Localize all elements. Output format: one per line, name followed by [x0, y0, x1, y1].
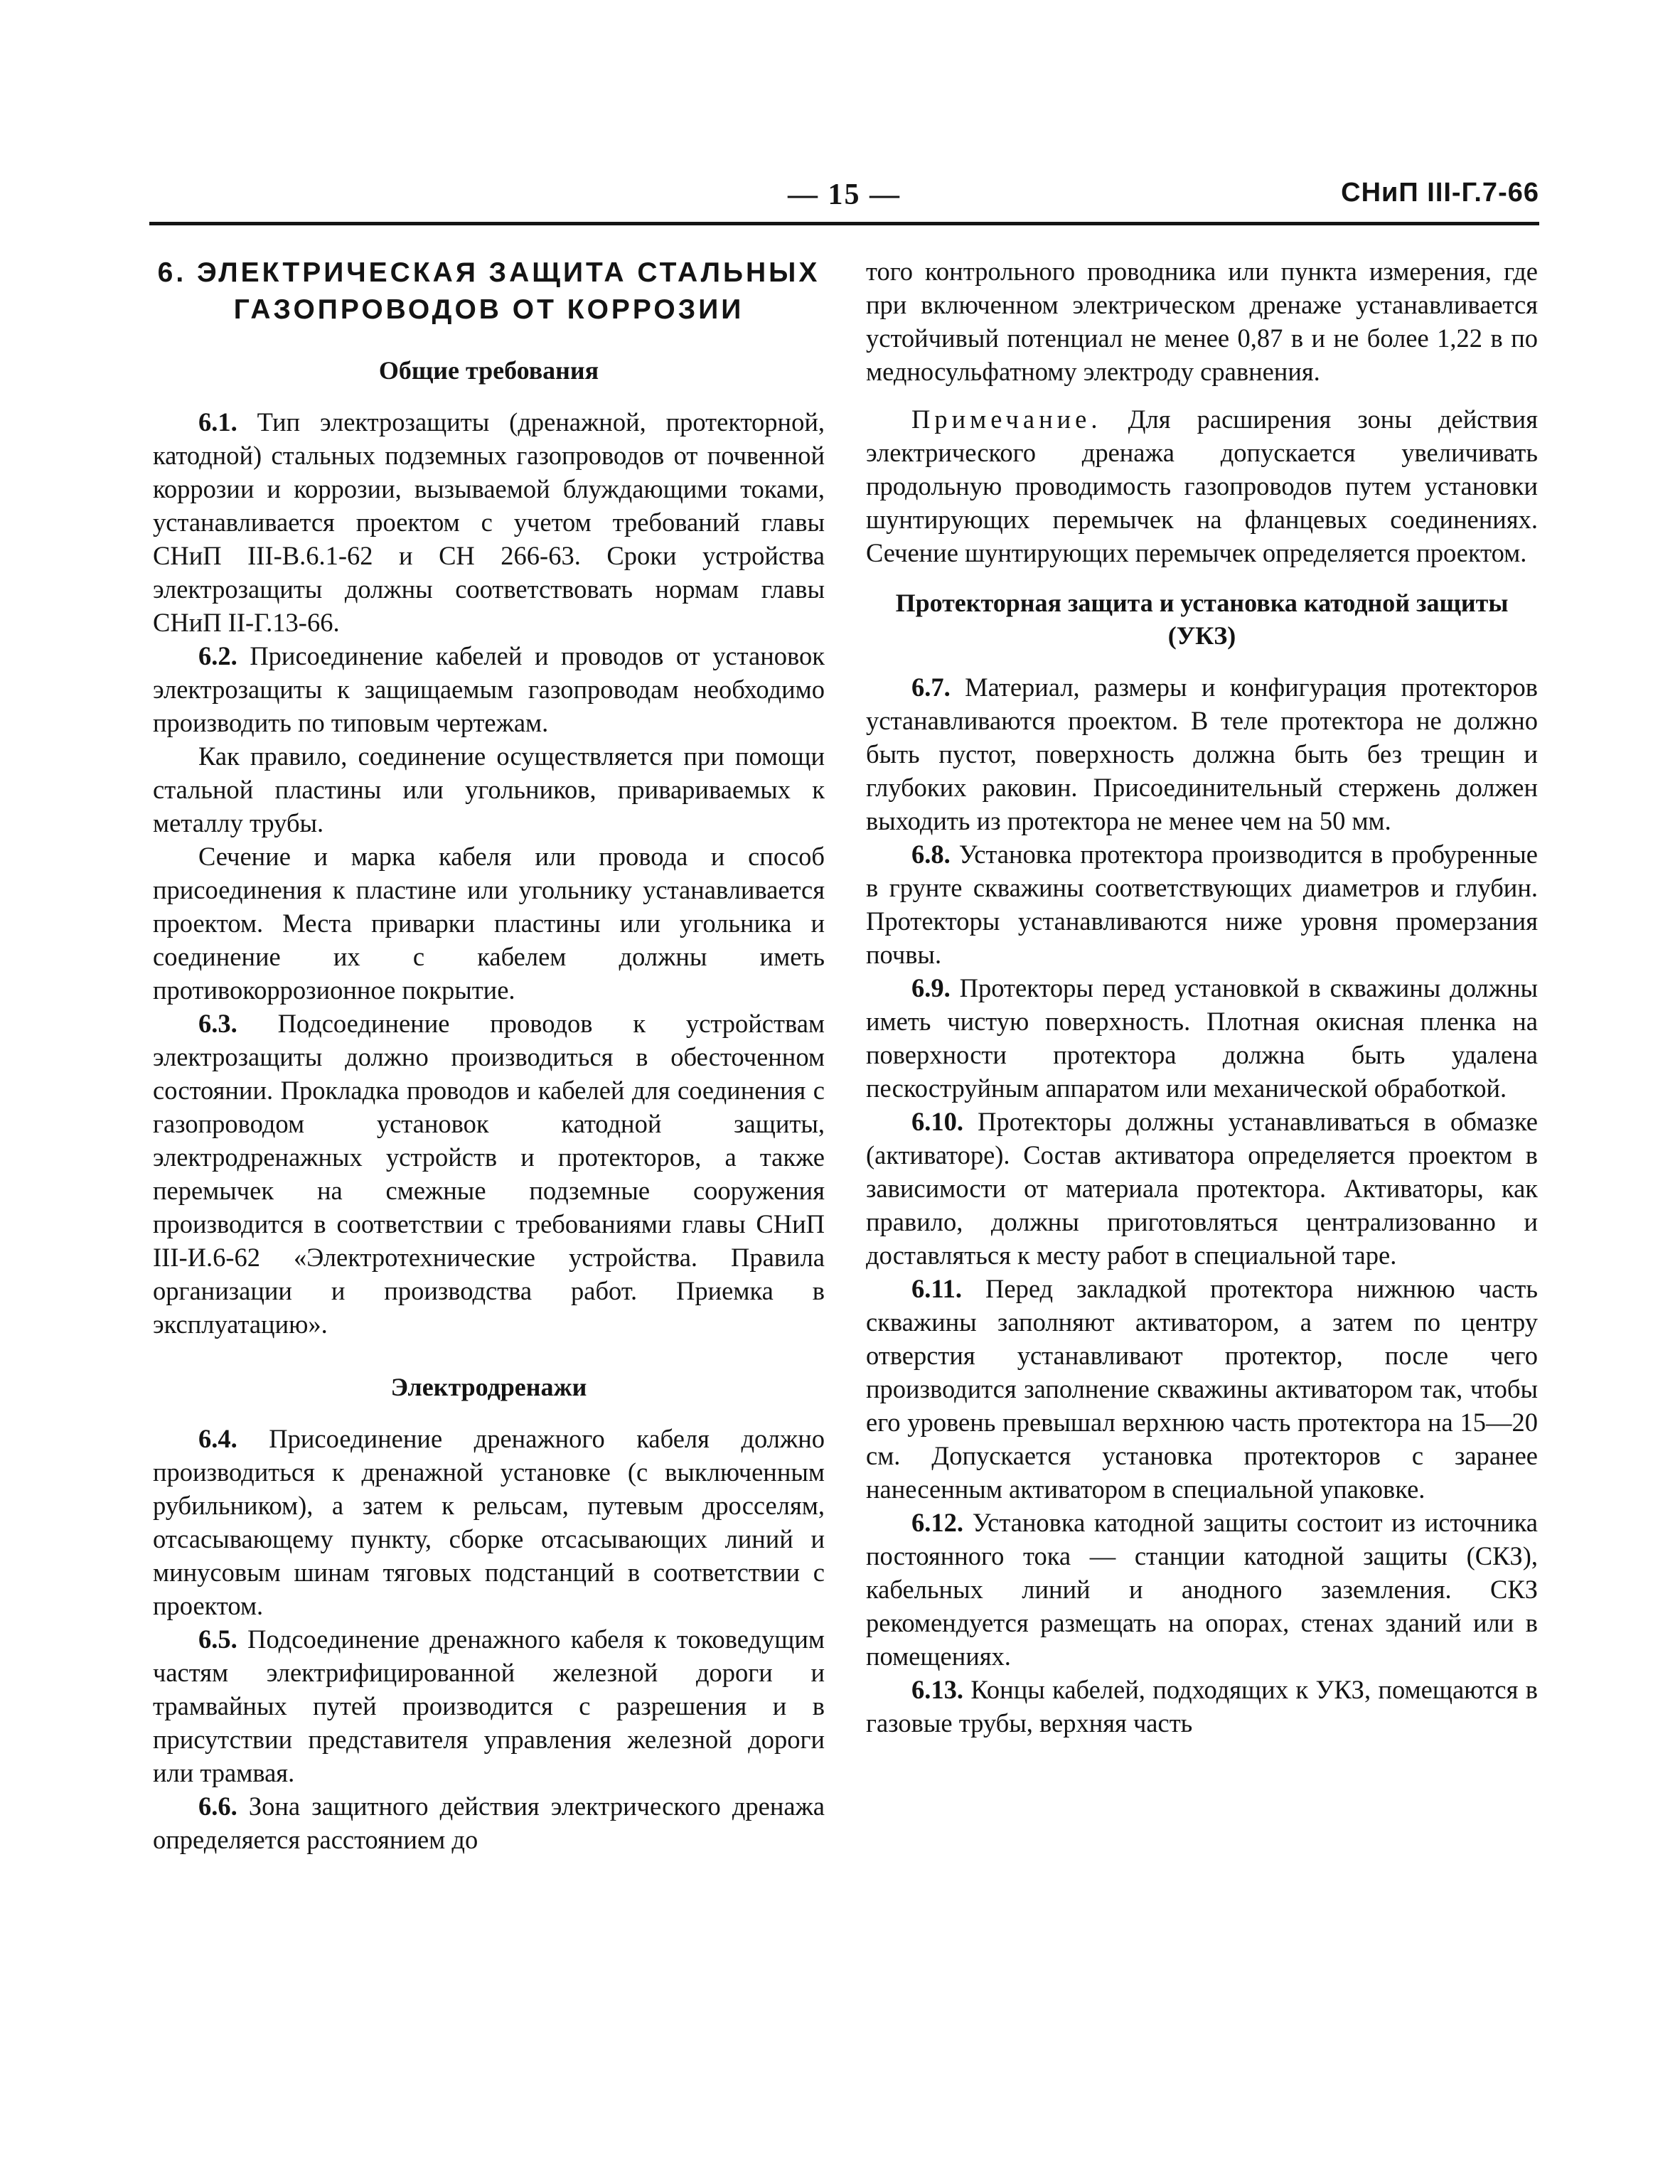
clause-number: 6.2. — [198, 641, 237, 670]
paragraph-text: Зона защитного действия электрического дренажа определяется расстоянием до — [153, 1792, 825, 1854]
clause-number: 6.5. — [198, 1624, 237, 1654]
paragraph-6-4 — [153, 1422, 825, 1622]
paragraph-6-9 — [866, 971, 1538, 1105]
paragraph-6-6 — [153, 1789, 825, 1856]
clause-number: 6.10. — [911, 1107, 963, 1136]
paragraph-text: Протекторы должны устанавливаться в обмазке (активаторе). Состав активатора определяется проектом в зависимости от материала протектора. Активаторы, как правило, должны приготовляться централизованно и доставляться к месту работ в специальной таре. — [866, 1107, 1539, 1270]
paragraph-text: Материал, размеры и конфигурация протекторов устанавливаются проектом. В теле протектора не должно быть пустот, поверхность должна быть без трещин и глубоких раковин. Присоединительный стержень должен выходить из протектора не менее чем на 50 мм. — [866, 673, 1538, 835]
clause-number: 6.6. — [198, 1792, 237, 1821]
page-number: — 15 — — [788, 178, 901, 211]
paragraph-6-6-continued: того контрольного проводника или пункта измерения, где при включенном электрическом дренаже устанавливается устойчивый потенциал не менее 0,87 в и не более 1,22 в по медносульфатному электроду сравнения. — [866, 257, 1538, 386]
paragraph-6-7 — [866, 670, 1538, 837]
paragraph-text: Концы кабелей, подходящих к УКЗ, помещаются в газовые трубы, верхняя часть — [866, 1675, 1538, 1738]
paragraph-6-5 — [153, 1622, 825, 1789]
paragraph-6-3 — [153, 1007, 825, 1341]
left-column — [153, 255, 825, 1856]
subheading-general: Общие требования — [378, 356, 599, 385]
paragraph-6-10 — [866, 1105, 1538, 1272]
paragraph-6-2-b: Сечение и марка кабеля или провода и способ присоединения к пластине или угольнику устанавливается проектом. Места приварки пластины или угольника и соединение их с кабелем должны иметь противокоррозионное покрытие. — [153, 842, 825, 1005]
page-header — [149, 178, 1539, 225]
subheading-drains: Электродренажи — [390, 1373, 587, 1401]
paragraph-6-2-a: Как правило, соединение осуществляется при помощи стальной пластины или угольников, привариваемых к металлу трубы. — [153, 742, 825, 837]
clause-number: 6.1. — [198, 407, 237, 437]
paragraph-6-1 — [153, 405, 825, 639]
section-title-line1: 6. ЭЛЕКТРИЧЕСКАЯ ЗАЩИТА СТАЛЬНЫХ — [157, 257, 820, 288]
paragraph-text: Тип электрозащиты (дренажной, протекторной, катодной) стальных подземных газопроводов от почвенной коррозии и коррозии, вызываемой блуждающими токами, устанавливается проектом с учетом требований главы СНиП III-В.6.1-62 и СН 266-63. Сроки устройства электрозащиты должны соответствовать нормам главы СНиП II-Г.13-66. — [153, 407, 825, 637]
paragraph-text: Установка катодной защиты состоит из источника постоянного тока — станции катодной защиты (СКЗ), кабельных линий и анодного заземления. СКЗ рекомендуется размещать на опорах, стенах зданий или в помещениях. — [866, 1508, 1539, 1671]
section-title — [153, 255, 825, 328]
clause-number: 6.13. — [911, 1675, 963, 1704]
paragraph-text: Протекторы перед установкой в скважины должны иметь чистую поверхность. Плотная окисная пленка на поверхности протектора должна быть удалена пескоструйным аппаратом или механической обработкой. — [866, 973, 1538, 1103]
header-rule — [149, 222, 1539, 225]
paragraph-6-12 — [866, 1506, 1538, 1673]
clause-number: 6.7. — [911, 673, 951, 702]
clause-number: 6.12. — [911, 1508, 963, 1537]
note — [866, 402, 1538, 569]
section-title-line2: ГАЗОПРОВОДОВ ОТ КОРРОЗИИ — [233, 294, 744, 325]
paragraph-text: Установка протектора производится в пробуренные в грунте скважины соответствующих диаметров и глубин. Протекторы устанавливаются ниже уровня промерзания почвы. — [866, 840, 1538, 969]
note-text: Для расширения зоны действия электрического дренажа допускается увеличивать продольную проводимость газопроводов путем установки шунтирующих перемычек на фланцевых соединениях. Сечение шунтирующих перемычек определяется проектом. — [866, 405, 1538, 567]
clause-number: 6.9. — [911, 973, 951, 1002]
paragraph-6-11 — [866, 1272, 1538, 1506]
paragraph-text: Подсоединение дренажного кабеля к токоведущим частям электрифицированной железной дороги и трамвайных путей производится с разрешения и в присутствии представителя управления железной дороги или трамвая. — [153, 1624, 825, 1787]
paragraph-6-8 — [866, 837, 1538, 971]
right-column — [866, 255, 1538, 1740]
paragraph-text: Подсоединение проводов к устройствам электрозащиты должно производиться в обесточенном состоянии. Прокладка проводов и кабелей для соединения с газопроводом установок катодной защиты, электродренажных устройств и протекторов, а также перемычек на смежные подземные сооружения производится в соответствии с требованиями главы СНиП III-И.6-62 «Электротехнические устройства. Правила организации и производства работ. Приемка в эксплуатацию». — [153, 1009, 825, 1339]
clause-number: 6.4. — [198, 1424, 237, 1453]
document-code: СНиП III-Г.7-66 — [1341, 178, 1539, 208]
paragraph-text: Присоединение кабелей и проводов от установок электрозащиты к защищаемым газопроводам необходимо производить по типовым чертежам. — [153, 641, 825, 737]
paragraph-text: Присоединение дренажного кабеля должно производиться к дренажной установке (с выключенным рубильником), а затем к рельсам, путевым дросселям, отсасывающему пункту, сборке отсасывающих линий и минусовым шинам тяговых подстанций в соответствии с проектом. — [153, 1424, 825, 1620]
clause-number: 6.8. — [911, 840, 951, 869]
subheading-protector: Протекторная защита и установка катодной защиты (УКЗ) — [895, 589, 1509, 650]
paragraph-6-13 — [866, 1673, 1538, 1740]
clause-number: 6.11. — [911, 1274, 962, 1303]
clause-number: 6.3. — [198, 1009, 237, 1038]
paragraph-text: Перед закладкой протектора нижнюю часть скважины заполняют активатором, а затем по центру отверстия устанавливают протектор, после чего производится заполнение скважины активатором так, чтобы его уровень превышал верхнюю часть протектора на 15—20 см. Допускается установка протекторов с заранее нанесенным активатором в специальной упаковке. — [866, 1274, 1538, 1504]
note-label: Примечание. — [911, 405, 1102, 434]
paragraph-6-2 — [153, 639, 825, 739]
